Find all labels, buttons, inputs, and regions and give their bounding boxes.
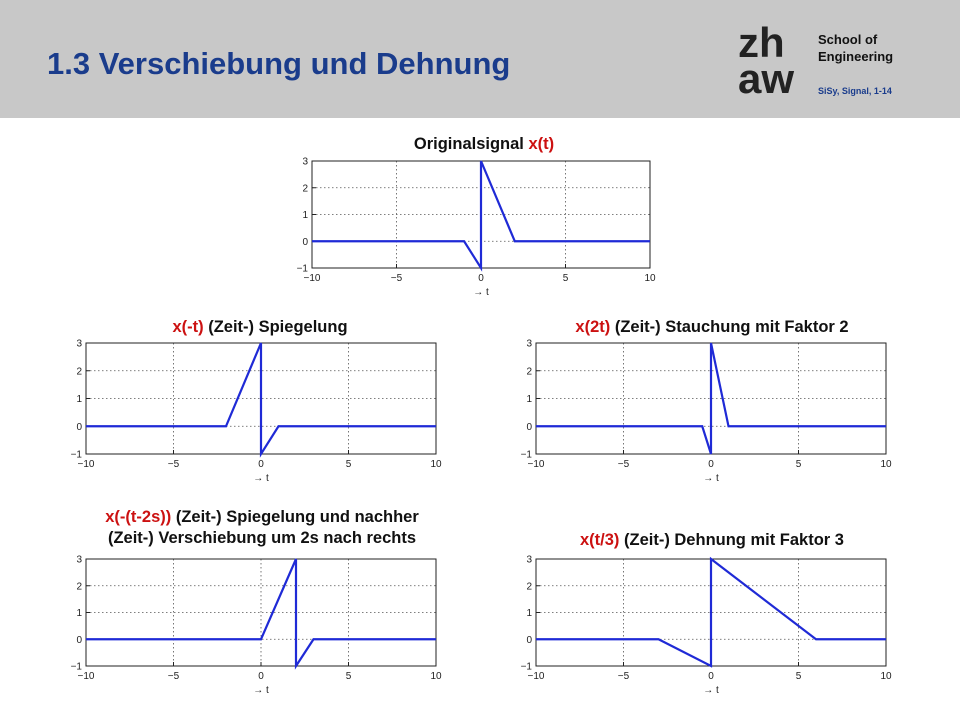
y-tick-label: 2 [302,183,308,195]
x-tick-label: 10 [880,459,892,470]
x-tick-label: 5 [562,273,569,284]
x-axis-label: → t [253,473,269,484]
x-tick-label: 5 [795,459,802,470]
y-tick-label: 0 [526,421,532,433]
x-tick-label: 5 [795,671,802,682]
slide-header [0,0,960,118]
x-tick-label: −5 [167,459,180,470]
x-tick-label: 10 [880,671,892,682]
y-tick-label: 3 [526,338,532,350]
plot-title-signal: x(t) [528,135,555,153]
plot-title-signal: x(-t) [172,318,204,336]
y-tick-label: −1 [70,449,82,461]
zhaw-logo [738,24,808,96]
y-tick-label: −1 [520,449,532,461]
x-axis-label: → t [473,287,489,298]
plot-title-desc: (Zeit-) Stauchung mit Faktor 2 [610,318,849,336]
y-tick-label: −1 [296,263,308,275]
school-line-1: School of [818,32,878,47]
school-name [818,31,938,65]
x-tick-label: 0 [478,273,484,284]
x-tick-label: −10 [303,273,321,284]
y-tick-label: 2 [526,581,532,593]
plot-title-mirror-shift [42,507,482,549]
y-tick-label: 3 [526,554,532,566]
y-tick-label: 0 [302,236,308,248]
x-tick-label: −10 [77,459,95,470]
x-tick-label: 5 [345,459,352,470]
y-tick-label: 2 [526,366,532,378]
plot-title-signal: x(2t) [575,318,611,336]
x-tick-label: 10 [430,459,442,470]
plot-compress [512,335,912,492]
x-axis-label: → t [703,685,719,696]
y-tick-label: −1 [520,661,532,673]
slide-reference: SiSy, Signal, 1-14 [818,86,892,96]
x-tick-label: −5 [390,273,403,284]
x-axis-label: → t [253,685,269,696]
school-line-2: Engineering [818,49,894,64]
x-tick-label: 0 [708,459,714,470]
x-tick-label: −10 [527,459,545,470]
x-tick-label: −5 [617,459,630,470]
plot-title-stretch [512,530,912,551]
x-tick-label: 0 [258,671,264,682]
y-tick-label: 3 [76,338,82,350]
x-tick-label: 10 [644,273,656,284]
plot-title-original [300,134,668,155]
y-tick-label: 0 [526,634,532,646]
slide-title: 1.3 Verschiebung und Dehnung [47,46,511,81]
x-tick-label: −10 [77,671,95,682]
y-tick-label: 3 [76,554,82,566]
plot-mirror-shift [62,552,452,702]
y-tick-label: 0 [76,634,82,646]
y-tick-label: 2 [76,366,82,378]
x-axis-label: → t [703,473,719,484]
plot-title-desc: (Zeit-) Dehnung mit Faktor 3 [619,531,844,549]
y-tick-label: 2 [76,581,82,593]
plot-title-text: Originalsignal [413,135,529,153]
plot-title-desc-line2: (Zeit-) Verschiebung um 2s nach rechts [107,529,417,547]
plot-original [290,155,670,305]
x-tick-label: 0 [258,459,264,470]
plot-title-desc: (Zeit-) Spiegelung [203,318,348,336]
y-tick-label: 1 [302,210,308,221]
x-tick-label: 0 [708,671,714,682]
plot-title-desc: (Zeit-) Spiegelung und nachher [171,508,419,526]
y-tick-label: 3 [302,156,308,168]
y-tick-label: 1 [76,608,82,619]
x-tick-label: −10 [527,671,545,682]
plot-title-signal: x(-(t-2s)) [105,508,172,526]
x-tick-label: 10 [430,671,442,682]
plot-stretch [512,552,912,702]
y-tick-label: 1 [526,394,532,405]
y-tick-label: 0 [76,421,82,433]
plot-title-signal: x(t/3) [579,531,620,549]
y-tick-label: 1 [76,394,82,405]
y-tick-label: 1 [526,608,532,619]
y-tick-label: −1 [70,661,82,673]
logo-text-bottom: aw [738,55,795,96]
x-tick-label: 5 [345,671,352,682]
x-tick-label: −5 [617,671,630,682]
x-tick-label: −5 [167,671,180,682]
logo-text-top: zh [738,24,785,66]
plot-mirror [62,335,452,492]
